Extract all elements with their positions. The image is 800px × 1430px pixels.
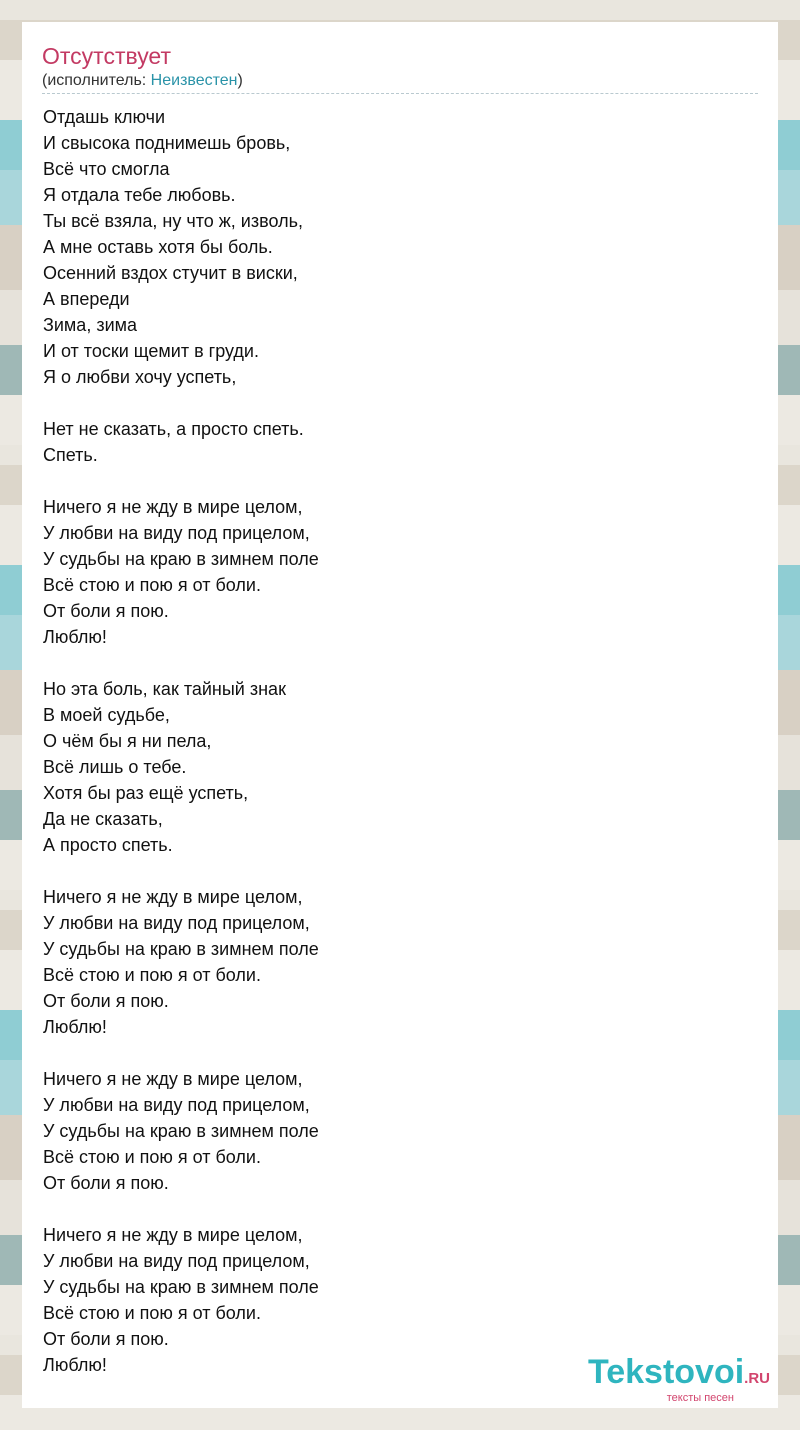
lyric-line: О чём бы я ни пела, xyxy=(43,731,212,751)
lyric-line: А мне оставь хотя бы боль. xyxy=(43,237,273,257)
lyric-line: От боли я пою. xyxy=(43,1173,169,1193)
lyric-line: Ничего я не жду в мире целом, xyxy=(43,497,303,517)
lyric-line: Спеть. xyxy=(43,445,98,465)
lyric-line: Хотя бы раз ещё успеть, xyxy=(43,783,249,803)
lyric-line: Люблю! xyxy=(43,1355,107,1375)
lyric-line: У судьбы на краю в зимнем поле xyxy=(43,1277,319,1297)
lyric-line: В моей судьбе, xyxy=(43,705,170,725)
lyrics-text xyxy=(43,104,319,1378)
lyric-line: Ничего я не жду в мире целом, xyxy=(43,1225,303,1245)
meta-prefix: (исполнитель: xyxy=(42,72,151,89)
lyric-line: Ты всё взяла, ну что ж, изволь, xyxy=(43,211,303,231)
lyric-line: Но эта боль, как тайный знак xyxy=(43,679,286,699)
meta-suffix: ) xyxy=(237,72,243,89)
logo-name: Tekstovoi xyxy=(587,1353,745,1391)
lyric-line: Ничего я не жду в мире целом, xyxy=(43,1069,303,1089)
site-logo[interactable] xyxy=(588,1355,770,1404)
stanza-break xyxy=(43,390,319,416)
lyric-line: Отдашь ключи xyxy=(43,107,166,127)
stanza-break xyxy=(43,858,319,884)
song-header xyxy=(42,42,758,94)
lyric-line: Я отдала тебе любовь. xyxy=(43,185,236,205)
lyric-line: У судьбы на краю в зимнем поле xyxy=(43,549,319,569)
lyric-line: У любви на виду под прицелом, xyxy=(43,1251,310,1271)
stanza-break xyxy=(43,650,319,676)
lyric-line: Ничего я не жду в мире целом, xyxy=(43,887,303,907)
lyric-line: А впереди xyxy=(43,289,130,309)
lyric-line: У судьбы на краю в зимнем поле xyxy=(43,1121,319,1141)
song-title: Отсутствует xyxy=(42,43,171,69)
lyrics-card xyxy=(22,22,778,1408)
lyric-line: Всё стою и пою я от боли. xyxy=(43,1147,261,1167)
stanza-break xyxy=(43,468,319,494)
lyric-line: От боли я пою. xyxy=(43,991,169,1011)
lyric-line: Всё что смогла xyxy=(43,159,170,179)
lyric-line: И от тоски щемит в груди. xyxy=(43,341,259,361)
lyric-line: Всё стою и пою я от боли. xyxy=(43,1303,261,1323)
logo-wordmark xyxy=(588,1355,770,1396)
lyric-line: Всё стою и пою я от боли. xyxy=(43,965,261,985)
lyric-line: А просто спеть. xyxy=(43,835,173,855)
lyric-line: Осенний вздох стучит в виски, xyxy=(43,263,298,283)
lyric-line: У любви на виду под прицелом, xyxy=(43,913,310,933)
logo-tld: .RU xyxy=(744,1370,770,1387)
lyric-line: У любви на виду под прицелом, xyxy=(43,1095,310,1115)
stanza-break xyxy=(43,1196,319,1222)
lyric-line: Я о любви хочу успеть, xyxy=(43,367,237,387)
lyric-line: У судьбы на краю в зимнем поле xyxy=(43,939,319,959)
lyric-line: Всё стою и пою я от боли. xyxy=(43,575,261,595)
lyric-line: От боли я пою. xyxy=(43,1329,169,1349)
lyric-line: У любви на виду под прицелом, xyxy=(43,523,310,543)
lyric-line: От боли я пою. xyxy=(43,601,169,621)
stanza-break xyxy=(43,1040,319,1066)
lyric-line: И свысока поднимешь бровь, xyxy=(43,133,291,153)
lyric-line: Всё лишь о тебе. xyxy=(43,757,187,777)
lyric-line: Люблю! xyxy=(43,627,107,647)
lyric-line: Нет не сказать, а просто спеть. xyxy=(43,419,304,439)
song-meta xyxy=(42,71,758,94)
lyric-line: Люблю! xyxy=(43,1017,107,1037)
lyric-line: Зима, зима xyxy=(43,315,138,335)
artist-link[interactable]: Неизвестен xyxy=(150,72,238,89)
logo-tagline: тексты песен xyxy=(666,1392,734,1404)
lyric-line: Да не сказать, xyxy=(43,809,163,829)
